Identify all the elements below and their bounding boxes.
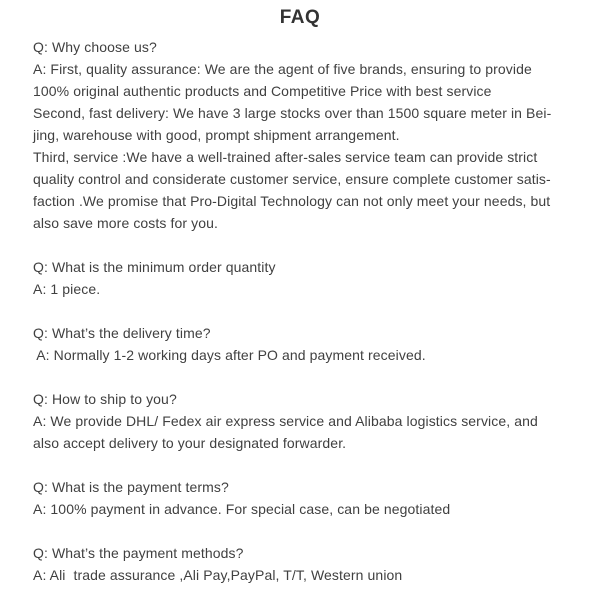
faq-answer-line: Second, fast delivery: We have 3 large stocks over than 1500 square meter in Bei- [33, 105, 552, 121]
faq-section-why-choose-us [33, 36, 575, 234]
faq-answer-line: A: 1 piece. [33, 281, 101, 297]
faq-question: Q: What’s the delivery time? [33, 325, 211, 341]
faq-section-delivery-time [33, 322, 575, 366]
faq-question: Q: What is the minimum order quantity [33, 259, 276, 275]
faq-section-minimum-order [33, 256, 575, 300]
faq-question: Q: Why choose us? [33, 39, 157, 55]
faq-answer-line: 100% original authentic products and Competitive Price with best service [33, 83, 492, 99]
faq-answer-line: quality control and considerate customer service, ensure complete customer satis- [33, 171, 551, 187]
faq-answer-line: A: Normally 1-2 working days after PO and payment received. [33, 347, 426, 363]
faq-section-payment-methods [33, 542, 575, 586]
faq-answer-line: Third, service :We have a well-trained after-sales service team can provide strict [33, 149, 538, 165]
faq-answer-line: faction .We promise that Pro-Digital Technology can not only meet your needs, but [33, 193, 551, 209]
faq-answer-line: A: 100% payment in advance. For special case, can be negotiated [33, 501, 451, 517]
faq-answer-line: jing, warehouse with good, prompt shipment arrangement. [33, 127, 400, 143]
faq-answer-line: A: We provide DHL/ Fedex air express service and Alibaba logistics service, and [33, 413, 538, 429]
faq-question: Q: How to ship to you? [33, 391, 177, 407]
faq-answer-line: also accept delivery to your designated forwarder. [33, 435, 347, 451]
faq-answer-line: A: Ali trade assurance ,Ali Pay,PayPal, T/T, Western union [33, 567, 403, 583]
page-title: FAQ [279, 7, 321, 28]
faq-question: Q: What is the payment terms? [33, 479, 229, 495]
faq-answer-line: A: First, quality assurance: We are the agent of five brands, ensuring to provide [33, 61, 532, 77]
faq-section-payment-terms [33, 476, 575, 520]
faq-answer-line: also save more costs for you. [33, 215, 218, 231]
faq-section-shipping [33, 388, 575, 454]
faq-content [33, 36, 575, 600]
faq-question: Q: What’s the payment methods? [33, 545, 244, 561]
